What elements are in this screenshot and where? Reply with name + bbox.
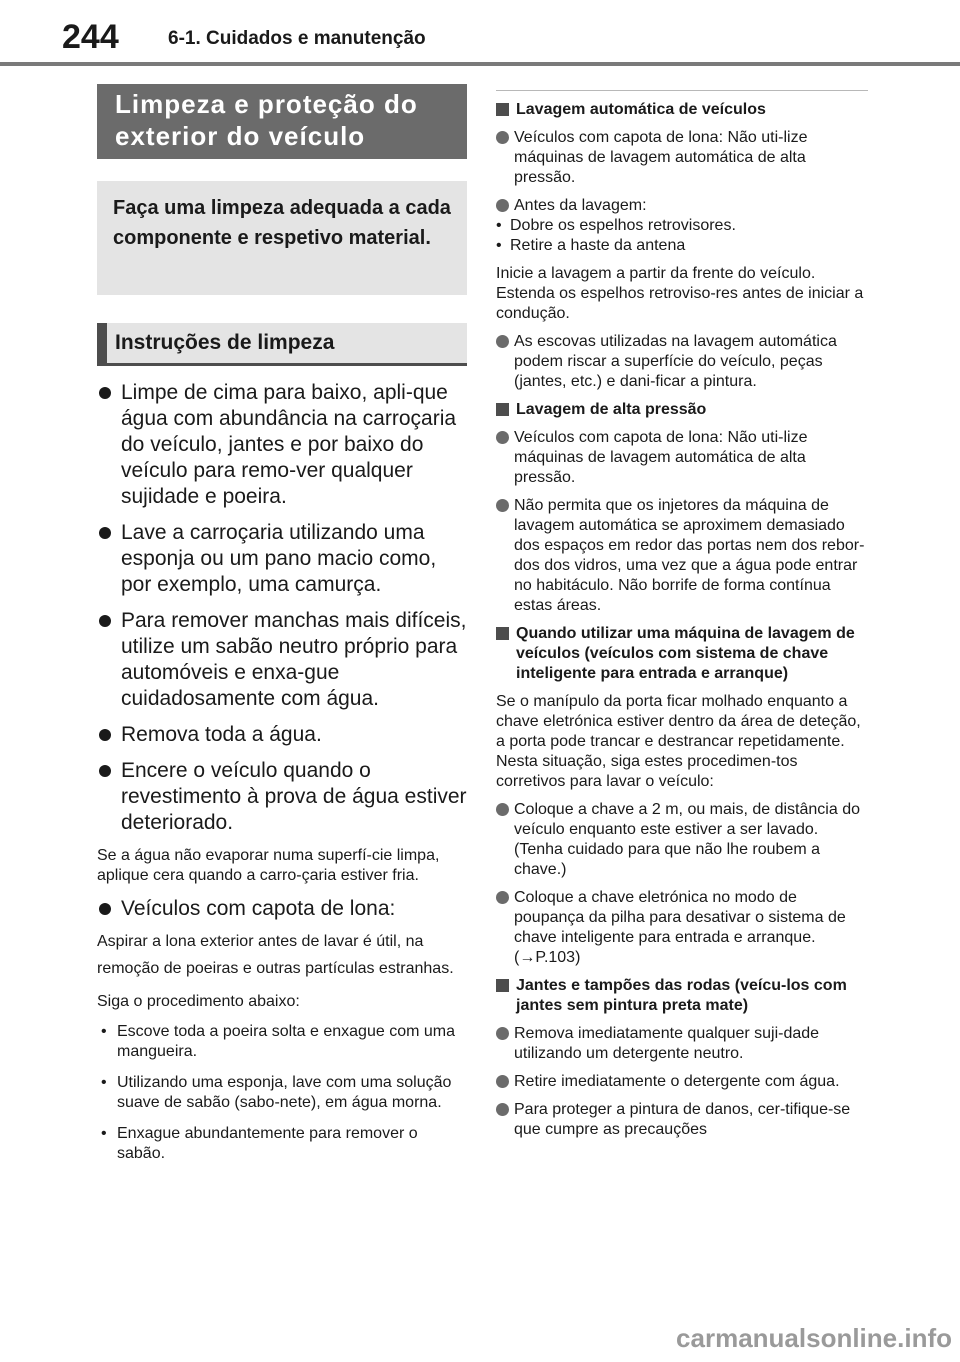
bullet-icon (99, 729, 111, 741)
list-item (97, 520, 467, 598)
square-bullet-icon (496, 979, 509, 992)
circle-bullet-icon (496, 1027, 509, 1040)
intro-box: Faça uma limpeza adequada a cada componente e respetivo material. (97, 181, 467, 295)
item-text: As escovas utilizadas na lavagem automática podem riscar a superfície do veículo, peças (jantes, etc.) e dani-ficar a pintura. (514, 333, 837, 390)
square-bullet-icon (496, 627, 509, 640)
dot-icon: • (496, 217, 502, 234)
cleaning-bullets (97, 380, 467, 836)
canvas-bullet-list (97, 896, 467, 922)
circle-bullet-icon (496, 499, 509, 512)
list-item (496, 888, 868, 968)
list-item (496, 128, 868, 188)
dot-icon: • (101, 1125, 107, 1142)
step-text: Escove toda a poeira solta e enxague com uma mangueira. (117, 1023, 455, 1060)
circle-bullet-icon (496, 431, 509, 444)
circle-bullet-icon (496, 1103, 509, 1116)
list-item (97, 758, 467, 836)
page-number: 244 (62, 18, 119, 56)
item-text: Antes da lavagem: (514, 197, 647, 214)
bullet-icon (99, 387, 111, 399)
section-heading (496, 976, 868, 1016)
section-heading (496, 100, 868, 120)
bullet-text: Remova toda a água. (121, 723, 322, 746)
dot-icon: • (101, 1023, 107, 1040)
item-text: Coloque a chave eletrónica no modo de poupança da pilha para desativar o sistema de chave inteligente para entrada e arranque. (→P.103) (514, 889, 846, 966)
bullet-text: Veículos com capota de lona: (121, 897, 396, 920)
heading-text: Lavagem de alta pressão (516, 401, 707, 418)
step-text: Utilizando uma esponja, lave com uma solução suave de sabão (sabo-nete), em água morna. (117, 1074, 452, 1111)
list-item (496, 332, 868, 392)
section-heading (496, 624, 868, 684)
list-item (496, 1072, 868, 1092)
circle-bullet-icon (496, 891, 509, 904)
list-item (97, 1022, 467, 1062)
list-item (97, 608, 467, 712)
circle-bullet-icon (496, 803, 509, 816)
bullet-text: Encere o veículo quando o revestimento à prova de água estiver deteriorado. (121, 759, 467, 834)
list-item (97, 1124, 467, 1164)
header-rule (0, 62, 960, 66)
procedure-steps (97, 1022, 467, 1164)
sub-item (496, 216, 868, 236)
list-item (97, 722, 467, 748)
item-text: Coloque a chave a 2 m, ou mais, de distância do veículo enquanto este estiver a ser lavado. (Tenha cuidado para que não lhe roubem a chave.) (514, 801, 860, 878)
list-item (496, 1024, 868, 1064)
bullet-icon (99, 903, 111, 915)
item-text: Não permita que os injetores da máquina de lavagem automática se aproximem demasiado dos espaços em redor das portas nem dos rebor-dos dos vidros, uma vez que a água pode entrar no habitáculo. Não borrife de forma contínua estas áreas. (514, 497, 865, 614)
circle-bullet-icon (496, 1075, 509, 1088)
bullet-text: Limpe de cima para baixo, apli-que água com abundância na carroçaria do veículo, jantes e por baixo do veículo para remo-ver qualquer sujidade e poeira. (121, 381, 457, 508)
list-item (496, 428, 868, 488)
list-item (496, 496, 868, 616)
bullet-text: Lave a carroçaria utilizando uma esponja ou um pano macio como, por exemplo, uma camurça. (121, 521, 437, 596)
page-header (0, 0, 960, 66)
dot-icon: • (496, 237, 502, 254)
item-text: Retire imediatamente o detergente com água. (514, 1073, 840, 1090)
item-text: Para proteger a pintura de danos, cer-tifique-se que cumpre as precauções (514, 1101, 851, 1138)
chapter-title: Limpeza e proteção do exterior do veículo (97, 84, 467, 159)
bullet-icon (99, 527, 111, 539)
column-top-rule (496, 90, 868, 91)
heading-text: Quando utilizar uma máquina de lavagem de veículos (veículos com sistema de chave inteligente para entrada e arranque) (516, 625, 855, 682)
list-item (496, 800, 868, 880)
paragraph: Inicie a lavagem a partir da frente do veículo. Estenda os espelhos retroviso-res antes de iniciar a condução. (496, 265, 864, 322)
section-heading (496, 400, 868, 420)
sub-item-text: Dobre os espelhos retrovisores. (510, 217, 736, 234)
list-item (97, 380, 467, 510)
item-text: Veículos com capota de lona: Não uti-lize máquinas de lavagem automática de alta pressão. (514, 429, 808, 486)
item-text: Veículos com capota de lona: Não uti-lize máquinas de lavagem automática de alta pressão. (514, 129, 808, 186)
step-text: Enxague abundantemente para remover o sabão. (117, 1125, 418, 1162)
heading-text: Jantes e tampões das rodas (veícu-los com jantes sem pintura preta mate) (516, 977, 847, 1014)
circle-bullet-icon (496, 199, 509, 212)
heading-text: Lavagem automática de veículos (516, 101, 766, 118)
right-column (496, 100, 868, 1148)
list-item (496, 1100, 868, 1140)
bullet-icon (99, 765, 111, 777)
sub-item-text: Retire a haste da antena (510, 237, 686, 254)
paragraph: Se o manípulo da porta ficar molhado enquanto a chave eletrónica estiver dentro da área de deteção, a porta pode trancar e destrancar repetidamente. Nesta situação, siga estes procedimen-tos corretivos para lavar o veículo: (496, 693, 861, 790)
dot-icon: • (101, 1074, 107, 1091)
canvas-text: Aspirar a lona exterior antes de lavar é útil, na remoção de poeiras e outras partículas estranhas. (97, 933, 454, 977)
bullet-icon (99, 615, 111, 627)
list-item (97, 896, 467, 922)
procedure-intro: Siga o procedimento abaixo: (97, 993, 300, 1010)
square-bullet-icon (496, 103, 509, 116)
item-text: Remova imediatamente qualquer suji-dade utilizando um detergente neutro. (514, 1025, 820, 1062)
subsection-heading: Instruções de limpeza (97, 323, 467, 366)
square-bullet-icon (496, 403, 509, 416)
list-item (496, 196, 868, 216)
left-column (97, 84, 467, 1175)
sub-item (496, 236, 868, 256)
circle-bullet-icon (496, 131, 509, 144)
watermark: carmanualsonline.info (676, 1323, 952, 1353)
circle-bullet-icon (496, 335, 509, 348)
wax-note: Se a água não evaporar numa superfí-cie limpa, aplique cera quando a carro-çaria estiver fria. (97, 847, 440, 884)
section-title: 6-1. Cuidados e manutenção (168, 28, 426, 49)
bullet-text: Para remover manchas mais difíceis, utilize um sabão neutro próprio para automóveis e enxa-gue cuidadosamente com água. (121, 609, 467, 710)
list-item (97, 1073, 467, 1113)
